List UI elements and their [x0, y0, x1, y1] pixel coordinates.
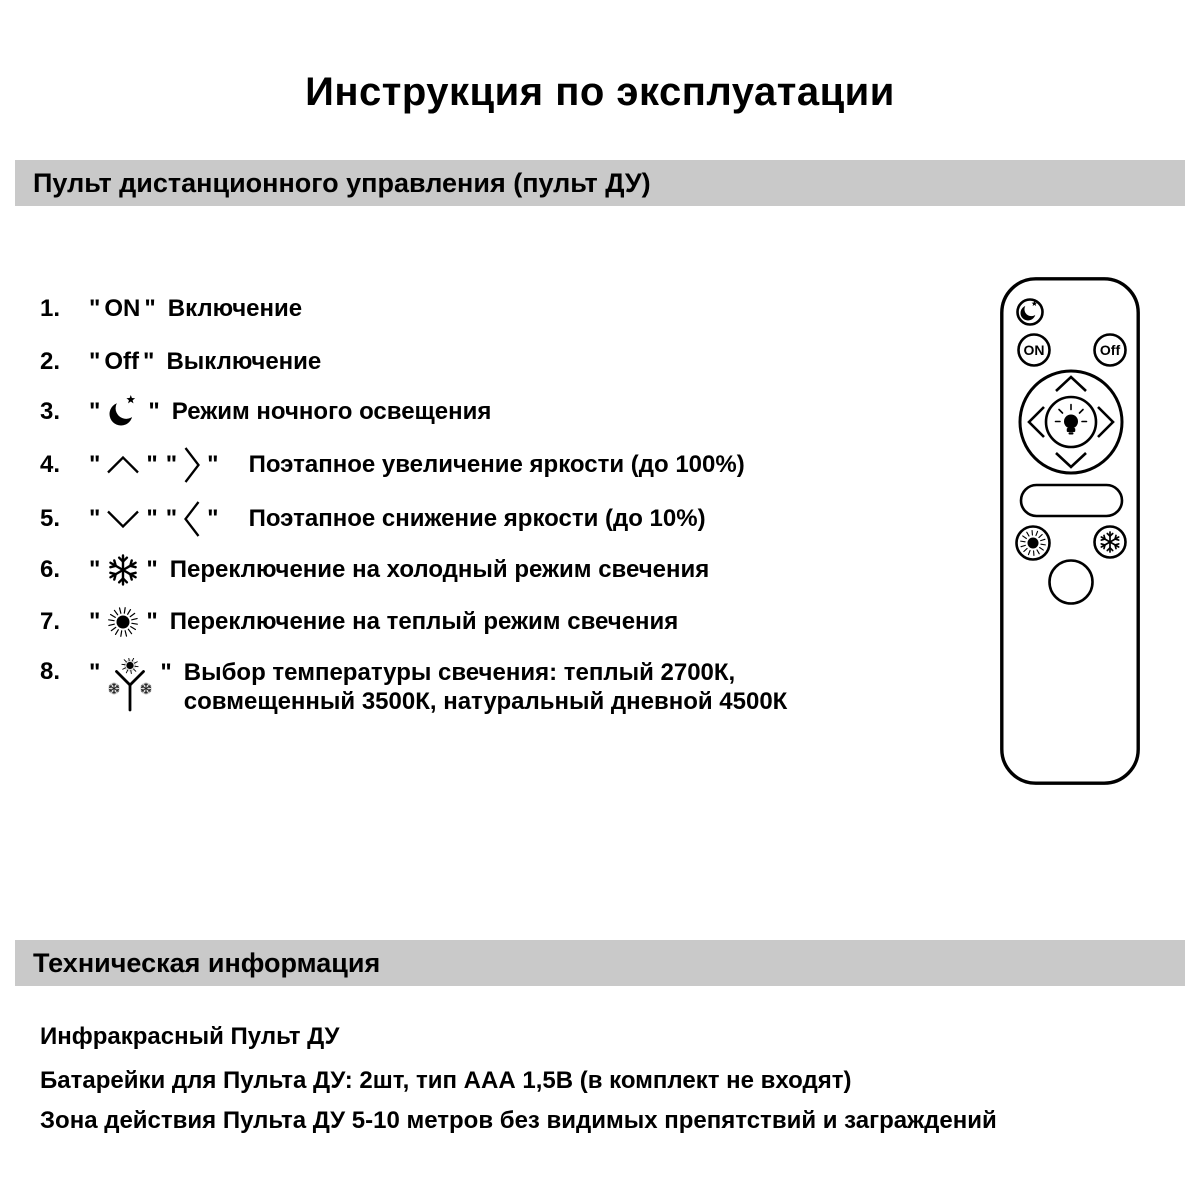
- quote-mark: ": [207, 451, 219, 478]
- quote-mark: ": [148, 398, 160, 425]
- instruction-item: [40, 394, 491, 430]
- quote-mark: ": [89, 348, 101, 375]
- section-heading-remote: [15, 160, 1185, 206]
- item-description: Режим ночного освещения: [171, 398, 492, 425]
- instruction-item: [40, 447, 745, 483]
- item-description: Переключение на холодный режим свечения: [169, 556, 710, 583]
- item-description: Поэтапное увеличение яркости (до 100%): [248, 451, 745, 478]
- quote-mark: ": [89, 505, 101, 532]
- instruction-item: [40, 604, 678, 640]
- quote-mark: ": [143, 348, 155, 375]
- temp-select-icon: [106, 658, 154, 714]
- remote-illustration: [1000, 277, 1140, 785]
- quote-mark: ": [207, 505, 219, 532]
- page-title: Инструкция по эксплуатации: [305, 70, 895, 114]
- tech-info-line: Инфракрасный Пульт ДУ: [40, 1023, 340, 1050]
- item-description: Выключение: [166, 348, 322, 375]
- item-number: 3.: [40, 398, 61, 425]
- quote-mark: ": [165, 505, 178, 532]
- quote-mark: ": [160, 659, 172, 686]
- quote-mark: ": [89, 556, 101, 583]
- quote-mark: ": [89, 398, 101, 425]
- section-heading-tech: [15, 940, 1185, 986]
- remote-off-label: Off: [1099, 342, 1121, 358]
- item-description: Переключение на теплый режим свечения: [169, 608, 679, 635]
- instruction-item: [40, 552, 709, 588]
- instruction-item: [40, 291, 302, 327]
- item-description: Включение: [167, 295, 303, 322]
- remote-pill-button: [1021, 485, 1122, 516]
- instruction-item: [40, 658, 944, 716]
- remote-on-label: ON: [1023, 342, 1045, 358]
- quote-mark: ": [89, 659, 101, 686]
- instruction-item: [40, 344, 321, 380]
- quote-mark: ": [165, 451, 178, 478]
- quote-mark: ": [146, 505, 158, 532]
- chevron-right-icon: [183, 446, 201, 484]
- sun-icon: [106, 605, 140, 639]
- instruction-item: [40, 501, 706, 537]
- item-number: 4.: [40, 451, 61, 478]
- chevron-up-icon: [106, 455, 140, 475]
- quote-mark: ": [89, 451, 101, 478]
- item-number: 1.: [40, 295, 61, 322]
- moon-star-icon: [106, 394, 142, 430]
- item-number: 8.: [40, 658, 61, 685]
- item-description: Выбор температуры свечения: теплый 2700К, совмещенный 3500К, натуральный дневной 4500К: [183, 659, 788, 715]
- item-number: 2.: [40, 348, 61, 375]
- quote-mark: ": [146, 556, 158, 583]
- quote-mark: ": [146, 451, 158, 478]
- quote-mark: ": [146, 608, 158, 635]
- tech-info-line: Зона действия Пульта ДУ 5-10 метров без видимых препятствий и заграждений: [40, 1107, 997, 1134]
- button-label: Off: [104, 348, 140, 375]
- snowflake-icon: [106, 553, 140, 587]
- quote-mark: ": [89, 295, 101, 322]
- item-number: 5.: [40, 505, 61, 532]
- item-description: Поэтапное снижение яркости (до 10%): [248, 505, 706, 532]
- button-label: ON: [104, 295, 141, 322]
- item-number: 7.: [40, 608, 61, 635]
- quote-mark: ": [144, 295, 156, 322]
- chevron-down-icon: [106, 509, 140, 529]
- quote-mark: ": [89, 608, 101, 635]
- chevron-left-icon: [183, 500, 201, 538]
- item-number: 6.: [40, 556, 61, 583]
- tech-info-line: Батарейки для Пульта ДУ: 2шт, тип ААА 1,5В (в комплект не входят): [40, 1067, 852, 1094]
- section-heading-remote-label: Пульт дистанционного управления (пульт ДУ): [33, 167, 651, 198]
- section-heading-tech-label: Техническая информация: [33, 947, 381, 978]
- remote-round-button: [1050, 561, 1093, 604]
